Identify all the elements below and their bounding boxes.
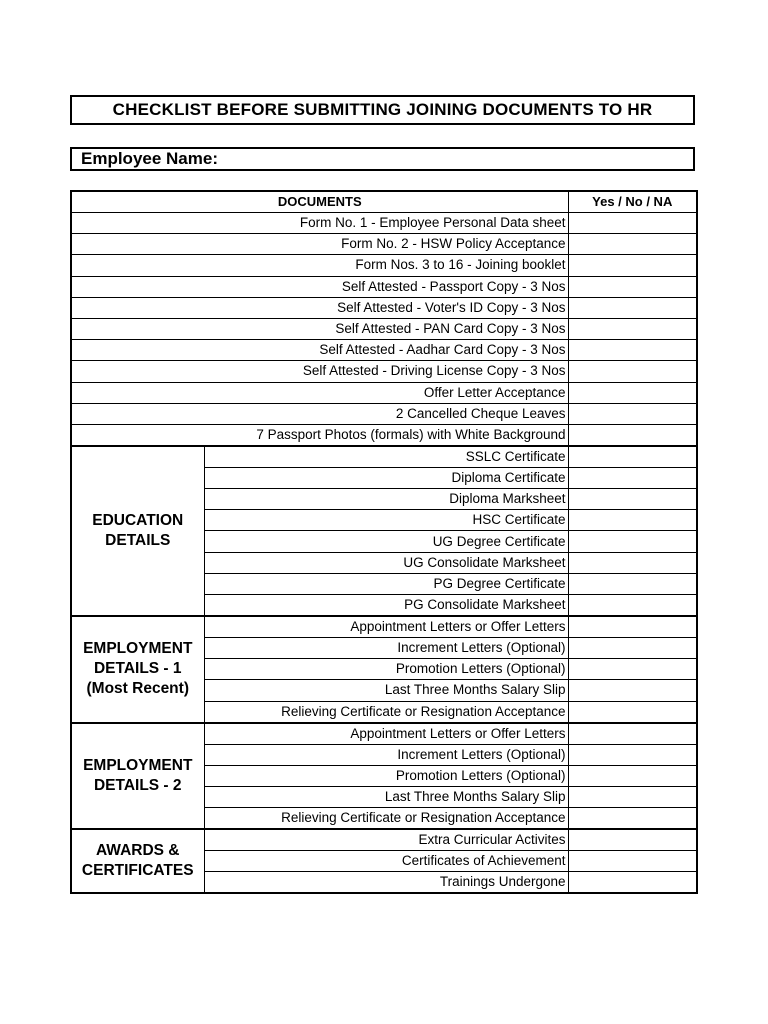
document-label: 7 Passport Photos (formals) with White Background bbox=[71, 424, 568, 446]
document-label: HSC Certificate bbox=[204, 510, 568, 531]
section-label-line: DETAILS bbox=[105, 531, 171, 549]
document-row bbox=[71, 318, 697, 339]
document-label: Trainings Undergone bbox=[204, 872, 568, 894]
status-cell[interactable] bbox=[568, 403, 697, 424]
status-cell[interactable] bbox=[568, 297, 697, 318]
status-cell[interactable] bbox=[568, 340, 697, 361]
section-label bbox=[71, 616, 204, 723]
document-label: Offer Letter Acceptance bbox=[71, 382, 568, 403]
document-row bbox=[71, 616, 697, 638]
status-cell[interactable] bbox=[568, 616, 697, 638]
section-label-line: CERTIFICATES bbox=[81, 862, 194, 880]
status-cell[interactable] bbox=[568, 255, 697, 276]
section-label-line: EMPLOYMENT bbox=[83, 756, 193, 774]
document-label: Increment Letters (Optional) bbox=[204, 744, 568, 765]
document-label: Last Three Months Salary Slip bbox=[204, 680, 568, 701]
status-cell[interactable] bbox=[568, 723, 697, 745]
status-cell[interactable] bbox=[568, 808, 697, 830]
document-label: Self Attested - Voter's ID Copy - 3 Nos bbox=[71, 297, 568, 318]
document-row bbox=[71, 255, 697, 276]
document-row bbox=[71, 213, 697, 234]
section-label-line: EDUCATION bbox=[92, 511, 184, 529]
document-label: PG Consolidate Marksheet bbox=[204, 595, 568, 617]
document-label: PG Degree Certificate bbox=[204, 573, 568, 594]
document-row bbox=[71, 297, 697, 318]
section-label bbox=[71, 446, 204, 616]
status-cell[interactable] bbox=[568, 786, 697, 807]
document-label: Self Attested - PAN Card Copy - 3 Nos bbox=[71, 318, 568, 339]
status-cell[interactable] bbox=[568, 552, 697, 573]
status-cell[interactable] bbox=[568, 765, 697, 786]
document-row bbox=[71, 340, 697, 361]
status-cell[interactable] bbox=[568, 680, 697, 701]
status-cell[interactable] bbox=[568, 872, 697, 894]
document-label: UG Consolidate Marksheet bbox=[204, 552, 568, 573]
documents-header: DOCUMENTS bbox=[71, 191, 568, 213]
document-label: Appointment Letters or Offer Letters bbox=[204, 616, 568, 638]
document-label: Promotion Letters (Optional) bbox=[204, 765, 568, 786]
document-label: Form Nos. 3 to 16 - Joining booklet bbox=[71, 255, 568, 276]
status-cell[interactable] bbox=[568, 213, 697, 234]
status-cell[interactable] bbox=[568, 382, 697, 403]
employee-name-label: Employee Name: bbox=[81, 149, 218, 168]
document-label: Self Attested - Driving License Copy - 3 Nos bbox=[71, 361, 568, 382]
status-cell[interactable] bbox=[568, 489, 697, 510]
document-label: Form No. 2 - HSW Policy Acceptance bbox=[71, 234, 568, 255]
status-cell[interactable] bbox=[568, 361, 697, 382]
status-cell[interactable] bbox=[568, 595, 697, 617]
document-label: Relieving Certificate or Resignation Acceptance bbox=[204, 808, 568, 830]
status-cell[interactable] bbox=[568, 234, 697, 255]
status-cell[interactable] bbox=[568, 701, 697, 723]
checklist-table bbox=[70, 190, 698, 894]
status-cell[interactable] bbox=[568, 318, 697, 339]
document-label: Self Attested - Passport Copy - 3 Nos bbox=[71, 276, 568, 297]
document-row bbox=[71, 234, 697, 255]
section-label-line: (Most Recent) bbox=[86, 680, 189, 698]
status-cell[interactable] bbox=[568, 510, 697, 531]
document-label: Certificates of Achievement bbox=[204, 851, 568, 872]
document-label: Promotion Letters (Optional) bbox=[204, 659, 568, 680]
document-label: Form No. 1 - Employee Personal Data sheet bbox=[71, 213, 568, 234]
document-row bbox=[71, 446, 697, 468]
status-header: Yes / No / NA bbox=[568, 191, 697, 213]
status-cell[interactable] bbox=[568, 573, 697, 594]
status-cell[interactable] bbox=[568, 446, 697, 468]
document-label: 2 Cancelled Cheque Leaves bbox=[71, 403, 568, 424]
section-label-line: EMPLOYMENT bbox=[83, 640, 193, 658]
status-cell[interactable] bbox=[568, 531, 697, 552]
section-label bbox=[71, 829, 204, 893]
status-cell[interactable] bbox=[568, 829, 697, 851]
document-row bbox=[71, 276, 697, 297]
status-cell[interactable] bbox=[568, 276, 697, 297]
status-cell[interactable] bbox=[568, 744, 697, 765]
section-label-line: AWARDS & bbox=[95, 842, 180, 860]
document-label: Self Attested - Aadhar Card Copy - 3 Nos bbox=[71, 340, 568, 361]
document-title: CHECKLIST BEFORE SUBMITTING JOINING DOCUMENTS TO HR bbox=[70, 95, 695, 125]
section-label bbox=[71, 723, 204, 830]
document-label: Relieving Certificate or Resignation Acceptance bbox=[204, 701, 568, 723]
document-label: Last Three Months Salary Slip bbox=[204, 786, 568, 807]
section-label-line: DETAILS - 2 bbox=[93, 776, 182, 794]
document-row bbox=[71, 424, 697, 446]
document-label: Diploma Marksheet bbox=[204, 489, 568, 510]
document-label: Diploma Certificate bbox=[204, 467, 568, 488]
status-cell[interactable] bbox=[568, 467, 697, 488]
document-row bbox=[71, 361, 697, 382]
status-cell[interactable] bbox=[568, 851, 697, 872]
status-cell[interactable] bbox=[568, 638, 697, 659]
document-label: UG Degree Certificate bbox=[204, 531, 568, 552]
document-label: Extra Curricular Activites bbox=[204, 829, 568, 851]
section-label-line: DETAILS - 1 bbox=[93, 660, 182, 678]
document-label: Increment Letters (Optional) bbox=[204, 638, 568, 659]
document-row bbox=[71, 403, 697, 424]
document-label: Appointment Letters or Offer Letters bbox=[204, 723, 568, 745]
document-row bbox=[71, 382, 697, 403]
status-cell[interactable] bbox=[568, 424, 697, 446]
document-row bbox=[71, 723, 697, 745]
document-label: SSLC Certificate bbox=[204, 446, 568, 468]
status-cell[interactable] bbox=[568, 659, 697, 680]
employee-name-field[interactable] bbox=[70, 147, 695, 171]
header-row bbox=[71, 191, 697, 213]
document-row bbox=[71, 829, 697, 851]
